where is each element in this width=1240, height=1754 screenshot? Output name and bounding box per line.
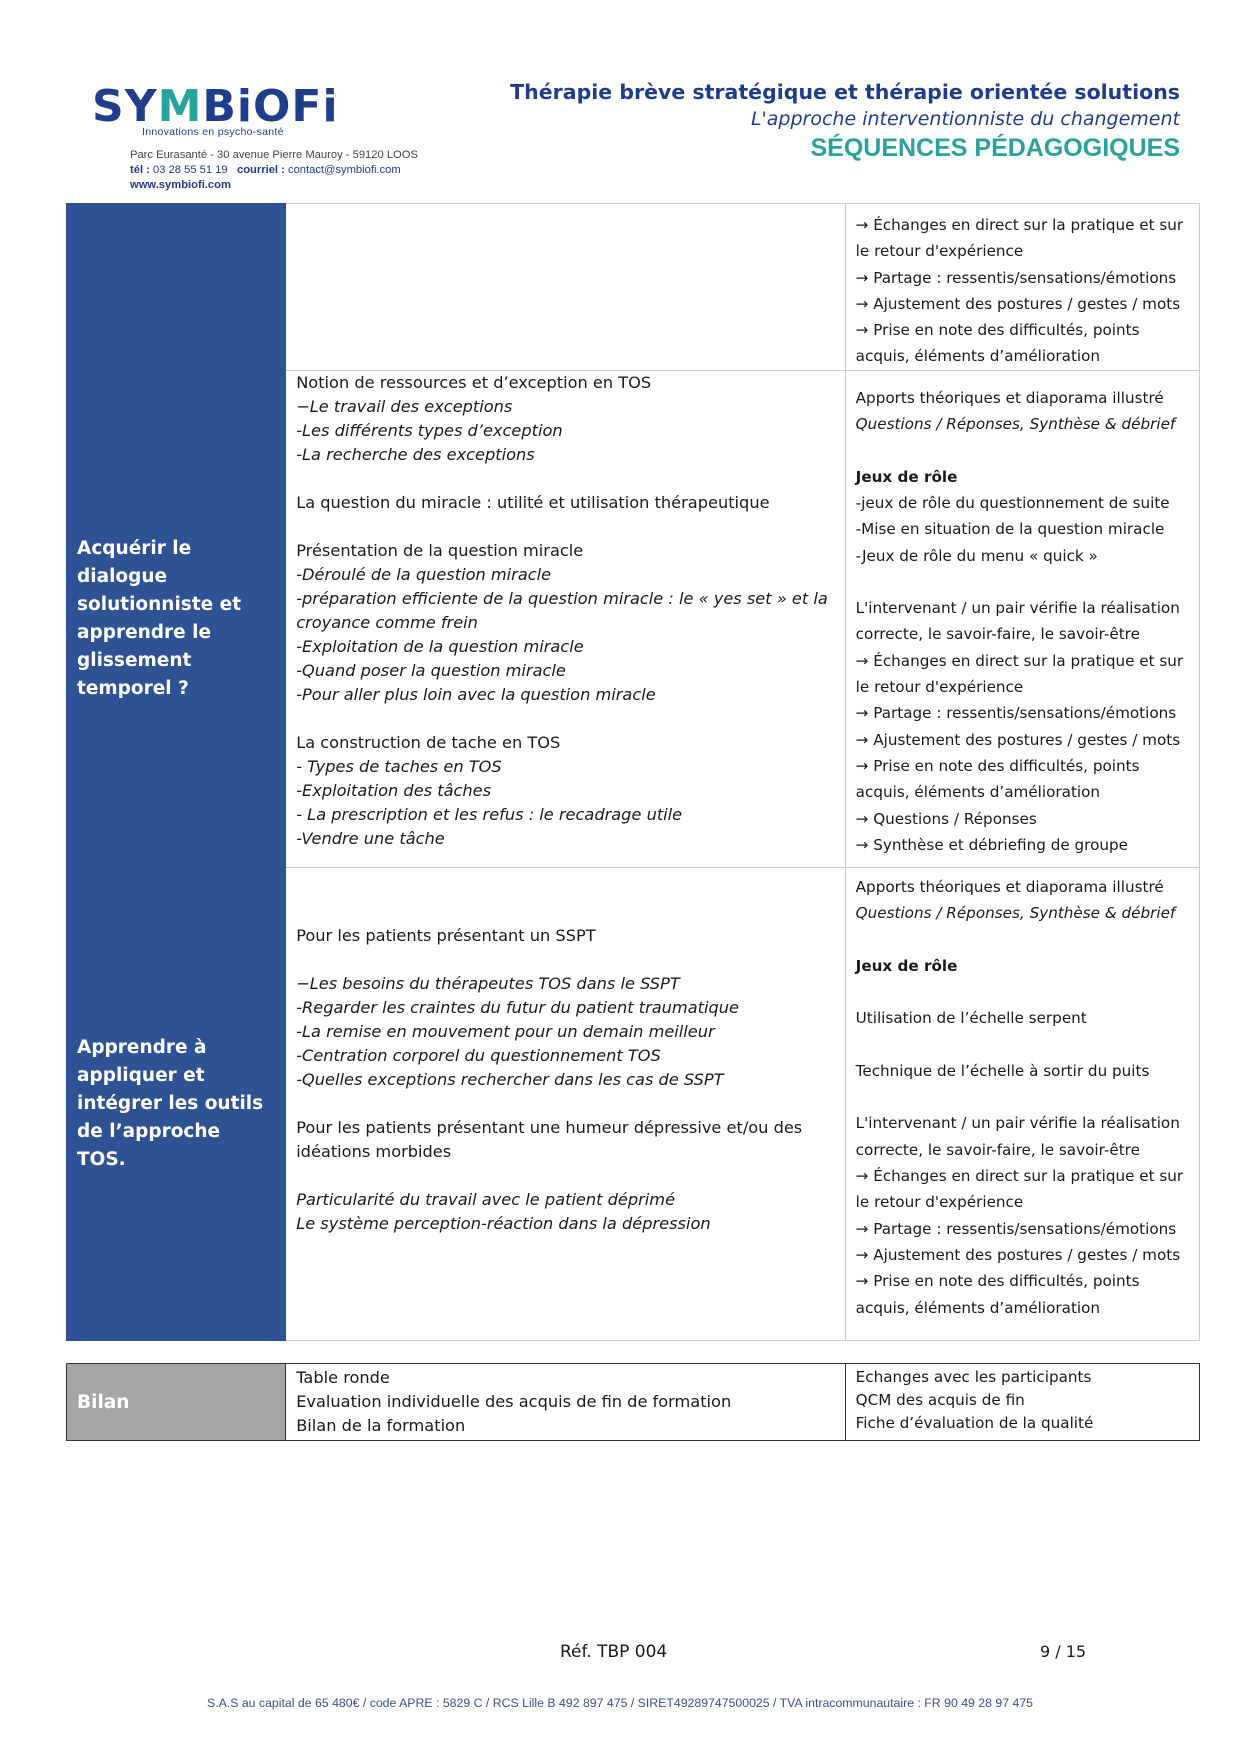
address: Parc Eurasanté - 30 avenue Pierre Mauroy - 59120 LOOS — [130, 149, 418, 161]
method-line — [856, 1032, 1189, 1058]
page-number: 9 / 15 — [1040, 1642, 1087, 1661]
content-line: - La prescription et les refus : le recadrage utile — [296, 804, 683, 824]
bilan-method-item: Fiche d’évaluation de la qualité — [855, 1414, 1094, 1432]
tel-value: 03 28 55 51 19 — [153, 164, 228, 176]
bilan-row — [67, 1364, 1200, 1441]
content-cell — [286, 370, 845, 867]
document-title: Thérapie brève stratégique et thérapie orientée solutions — [510, 80, 1180, 104]
methods-cell — [845, 204, 1199, 371]
content-line — [296, 948, 834, 972]
bilan-content-item: Bilan de la formation — [296, 1416, 466, 1435]
method-line — [856, 926, 1189, 952]
content-line: -Vendre une tâche — [296, 828, 445, 848]
method-line: correcte, le savoir-faire, le savoir-être — [855, 625, 1140, 644]
mail-label: courriel : — [236, 164, 285, 176]
content-line: -Pour aller plus loin avec la question miracle — [296, 684, 656, 704]
method-line: Jeux de rôle — [855, 956, 958, 975]
content-cell — [286, 204, 845, 371]
method-line: Jeux de rôle — [855, 467, 958, 486]
bilan-methods-cell — [845, 1364, 1199, 1441]
method-line: le retour d'expérience — [855, 678, 1024, 697]
bilan-label-cell — [67, 1364, 286, 1441]
method-line: acquis, éléments d’amélioration — [855, 1298, 1101, 1317]
content-line: −Les besoins du thérapeutes TOS dans le SSPT — [296, 973, 680, 993]
content-line: Présentation de la question miracle — [296, 540, 584, 560]
tel-label: tél : — [130, 164, 150, 176]
method-line — [856, 569, 1189, 595]
method-line: → Synthèse et débriefing de groupe — [855, 835, 1128, 854]
objective-text: Apprendre à appliquer et intégrer les outils de l’approche TOS. — [77, 1036, 264, 1170]
content-line: −Le travail des exceptions — [296, 396, 513, 416]
method-line: le retour d'expérience — [855, 1193, 1024, 1212]
legal-mentions: S.A.S au capital de 65 480€ / code APRE : 5829 C / RCS Lille B 492 897 475 / SIRET49289747500025 / TVA intracommunautaire : FR 90 49 28 97 475 — [206, 1696, 1034, 1710]
method-line: -jeux de rôle du questionnement de suite — [855, 493, 1170, 512]
content-line: -Quelles exceptions rechercher dans les cas de SSPT — [296, 1069, 724, 1089]
content-line: Pour les patients présentant une humeur dépressive et/ou des idéations morbides — [296, 1117, 803, 1161]
content-line — [296, 515, 834, 539]
method-line: → Partage : ressentis/sensations/émotions — [855, 268, 1177, 287]
methods-cell — [845, 867, 1199, 1340]
method-line: → Ajustement des postures / gestes / mots — [855, 1245, 1181, 1264]
logo-part-1: SY — [92, 81, 158, 132]
content-line: -Centration corporel du questionnement TOS — [296, 1045, 661, 1065]
sequence-row — [67, 204, 1200, 371]
logo-part-3: BiOFi — [202, 81, 339, 132]
method-line: -Jeux de rôle du menu « quick » — [855, 546, 1098, 565]
method-line: → Prise en note des difficultés, points — [855, 321, 1140, 340]
method-line: -Mise en situation de la question miracle — [855, 520, 1165, 539]
logo-wordmark — [92, 81, 339, 132]
content-line — [296, 707, 834, 731]
website-link[interactable]: www.symbiofi.com — [130, 179, 231, 191]
content-line — [296, 876, 834, 900]
objective-cell — [67, 867, 286, 1340]
content-line — [296, 1164, 834, 1188]
content-line: -Exploitation des tâches — [296, 780, 492, 800]
method-line: → Échanges en direct sur la pratique et sur — [855, 1167, 1184, 1186]
bilan-method-item: QCM des acquis de fin — [855, 1391, 1025, 1409]
bilan-content-cell — [286, 1364, 845, 1441]
header-titles — [480, 78, 1180, 163]
method-line: → Ajustement des postures / gestes / mots — [855, 730, 1181, 749]
content-line: -Les différents types d’exception — [296, 420, 563, 440]
content-line: -La remise en mouvement pour un demain meilleur — [296, 1021, 715, 1041]
method-line — [856, 437, 1189, 463]
content-line: La construction de tache en TOS — [296, 732, 561, 752]
methods-cell — [845, 370, 1199, 867]
website[interactable] — [130, 178, 418, 193]
method-line — [856, 979, 1189, 1005]
content-line: La question du miracle : utilité et utilisation thérapeutique — [296, 492, 770, 512]
objective-cell — [67, 204, 286, 371]
logo-part-2: M — [157, 81, 203, 132]
content-line: -préparation efficiente de la question miracle : le « yes set » et la croyance comme frein — [296, 588, 828, 632]
method-line: L'intervenant / un pair vérifie la réalisation — [855, 1114, 1180, 1133]
document-reference: Réf. TBP 004 — [560, 1642, 668, 1662]
sequence-row — [67, 370, 1200, 867]
bilan-table — [66, 1363, 1200, 1441]
method-line — [856, 1084, 1189, 1110]
method-line: L'intervenant / un pair vérifie la réalisation — [855, 599, 1180, 618]
logo-tagline: Innovations en psycho-santé — [142, 126, 284, 138]
document-subtitle: L'approche interventionniste du changement — [750, 108, 1180, 130]
bilan-method-item: Echanges avec les participants — [855, 1368, 1092, 1386]
method-line: → Partage : ressentis/sensations/émotions — [855, 1219, 1177, 1238]
method-line: → Partage : ressentis/sensations/émotions — [855, 704, 1177, 723]
bilan-content-item: Table ronde — [296, 1368, 390, 1387]
method-line: Technique de l’échelle à sortir du puits — [855, 1061, 1150, 1080]
method-line: acquis, éléments d’amélioration — [855, 347, 1101, 366]
section-title: SÉQUENCES PÉDAGOGIQUES — [810, 134, 1180, 162]
content-line — [296, 467, 834, 491]
method-line: → Prise en note des difficultés, points — [855, 1272, 1140, 1291]
content-line: Pour les patients présentant un SSPT — [296, 925, 596, 945]
method-line: → Ajustement des postures / gestes / mots — [855, 294, 1181, 313]
content-line: -La recherche des exceptions — [296, 444, 535, 464]
content-line: - Types de taches en TOS — [296, 756, 502, 776]
method-line: Utilisation de l’échelle serpent — [855, 1009, 1087, 1028]
content-line: Particularité du travail avec le patient déprimé — [296, 1189, 676, 1209]
content-line: Notion de ressources et d’exception en TOS — [296, 372, 652, 392]
content-line: -Regarder les craintes du futur du patient traumatique — [296, 997, 739, 1017]
content-line — [296, 900, 834, 924]
content-line: -Déroulé de la question miracle — [296, 564, 552, 584]
method-line: Apports théoriques et diaporama illustré — [855, 388, 1164, 407]
method-line: → Prise en note des difficultés, points — [855, 756, 1140, 775]
contact-line — [130, 163, 418, 178]
objective-text: Acquérir le dialogue solutionniste et apprendre le glissement temporel ? — [77, 537, 242, 699]
method-line: Apports théoriques et diaporama illustré — [855, 877, 1164, 896]
content-line: -Quand poser la question miracle — [296, 660, 566, 680]
method-line: correcte, le savoir-faire, le savoir-être — [855, 1140, 1140, 1159]
method-line: → Échanges en direct sur la pratique et sur — [855, 651, 1184, 670]
content-line: -Exploitation de la question miracle — [296, 636, 584, 656]
bilan-content-item: Evaluation individuelle des acquis de fin de formation — [296, 1392, 732, 1411]
sequence-table — [66, 203, 1200, 1341]
objective-cell — [67, 370, 286, 867]
method-line: Questions / Réponses, Synthèse & débrief — [855, 415, 1176, 434]
contact-block — [130, 148, 418, 193]
method-line: le retour d'expérience — [855, 242, 1024, 261]
method-line: Questions / Réponses, Synthèse & débrief — [855, 904, 1176, 923]
bilan-label: Bilan — [77, 1391, 130, 1413]
content-cell — [286, 867, 845, 1340]
method-line: → Questions / Réponses — [855, 809, 1037, 828]
content-line: Le système perception-réaction dans la dépression — [296, 1213, 711, 1233]
content-line — [296, 1092, 834, 1116]
method-line: → Échanges en direct sur la pratique et sur — [855, 216, 1184, 234]
method-line: acquis, éléments d’amélioration — [855, 783, 1101, 802]
sequence-row — [67, 867, 1200, 1340]
mail-value: contact@symbiofi.com — [287, 164, 401, 176]
